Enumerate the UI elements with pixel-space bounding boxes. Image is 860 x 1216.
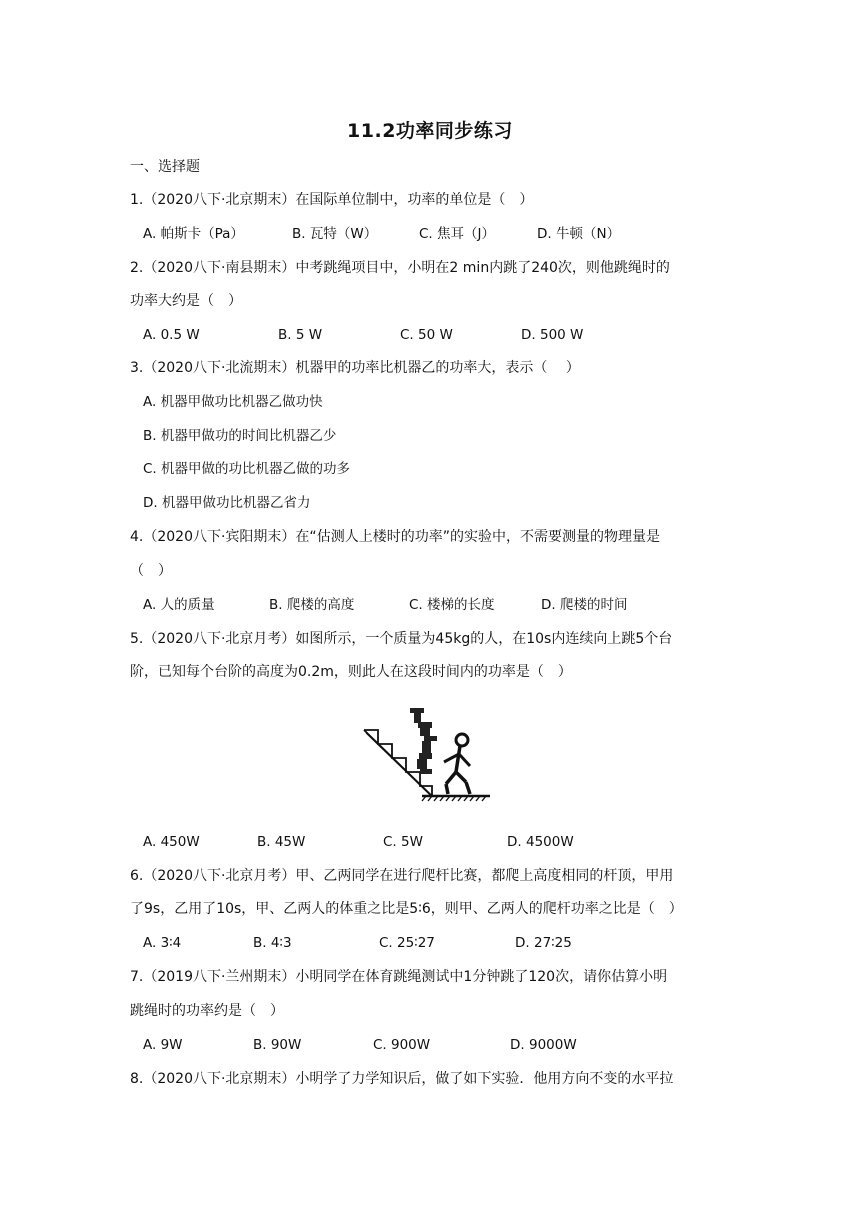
question-5-stem-line-1: 5.（2020八下·北京月考）如图所示，一个质量为45kg的人，在10s内连续向上跳5个台 — [130, 631, 673, 647]
question-2-stem-line-2: 功率大约是（ ） — [130, 293, 242, 309]
option-b[interactable]: B. 5 W — [278, 327, 323, 343]
option-c[interactable]: C. 楼梯的长度 — [409, 597, 495, 613]
option-d[interactable]: D. 爬楼的时间 — [541, 597, 628, 613]
option-b[interactable]: B. 4∶3 — [253, 935, 292, 951]
option-b[interactable]: B. 爬楼的高度 — [269, 597, 355, 613]
question-5-stem-line-2: 阶，已知每个台阶的高度为0.2m，则此人在这段时间内的功率是（ ） — [130, 664, 572, 680]
question-4-stem-line-2: （ ） — [130, 563, 172, 579]
section-heading: 一、选择题 — [130, 159, 200, 175]
option-a-text: A. 机器甲做功比机器乙做功快 — [143, 394, 323, 410]
stair-jumping-figure — [362, 700, 496, 804]
option-d[interactable]: D. 27∶25 — [515, 935, 572, 951]
page-title: 11.2功率同步练习 — [347, 120, 513, 142]
option-d-text: D. 机器甲做功比机器乙省力 — [143, 495, 311, 511]
option-a[interactable]: A. 帕斯卡（Pa） — [143, 226, 244, 242]
option-d[interactable]: D. 牛顿（N） — [537, 226, 621, 242]
option-b[interactable]: B. 90W — [253, 1037, 302, 1053]
option-b[interactable]: B. 45W — [257, 834, 306, 850]
question-4-stem-line-1: 4.（2020八下·宾阳期末）在“估测人上楼时的功率”的实验中，不需要测量的物理量是 — [130, 529, 660, 545]
question-6-stem-line-2: 了9s，乙用了10s，甲、乙两人的体重之比是5∶6，则甲、乙两人的爬杆功率之比是（ ） — [130, 901, 683, 917]
question-8-stem-line-1: 8.（2020八下·北京期末）小明学了力学知识后，做了如下实验．他用方向不变的水平拉 — [130, 1071, 674, 1087]
option-a[interactable]: A. 3∶4 — [143, 935, 182, 951]
option-a[interactable]: A. 450W — [143, 834, 200, 850]
option-b[interactable]: B. 瓦特（W） — [292, 226, 378, 242]
option-d[interactable]: D. 500 W — [521, 327, 584, 343]
option-a[interactable]: A. 人的质量 — [143, 597, 215, 613]
option-c[interactable]: C. 焦耳（J） — [419, 226, 495, 242]
option-a[interactable]: A. 0.5 W — [143, 327, 200, 343]
option-d[interactable]: D. 9000W — [510, 1037, 577, 1053]
question-6-stem-line-1: 6.（2020八下·北京月考）甲、乙两同学在进行爬杆比赛，都爬上高度相同的杆顶，甲用 — [130, 868, 674, 884]
option-c-text: C. 机器甲做的功比机器乙做的功多 — [143, 461, 351, 477]
question-7-stem-line-1: 7.（2019八下·兰州期末）小明同学在体育跳绳测试中1分钟跳了120次，请你估算小明 — [130, 969, 668, 985]
option-b-text: B. 机器甲做功的时间比机器乙少 — [143, 428, 337, 444]
option-c[interactable]: C. 50 W — [400, 327, 453, 343]
question-3-stem: 3.（2020八下·北流期末）机器甲的功率比机器乙的功率大，表示（ ） — [130, 360, 580, 376]
option-c[interactable]: C. 25∶27 — [379, 935, 435, 951]
option-d[interactable]: D. 4500W — [507, 834, 574, 850]
question-1-stem: 1.（2020八下·北京期末）在国际单位制中，功率的单位是（ ） — [130, 192, 534, 208]
option-c[interactable]: C. 900W — [373, 1037, 431, 1053]
question-7-stem-line-2: 跳绳时的功率约是（ ） — [130, 1003, 284, 1019]
option-c[interactable]: C. 5W — [383, 834, 423, 850]
option-a[interactable]: A. 9W — [143, 1037, 183, 1053]
question-2-stem-line-1: 2.（2020八下·南县期末）中考跳绳项目中，小明在2 min内跳了240次，则他跳绳时的 — [130, 260, 670, 276]
